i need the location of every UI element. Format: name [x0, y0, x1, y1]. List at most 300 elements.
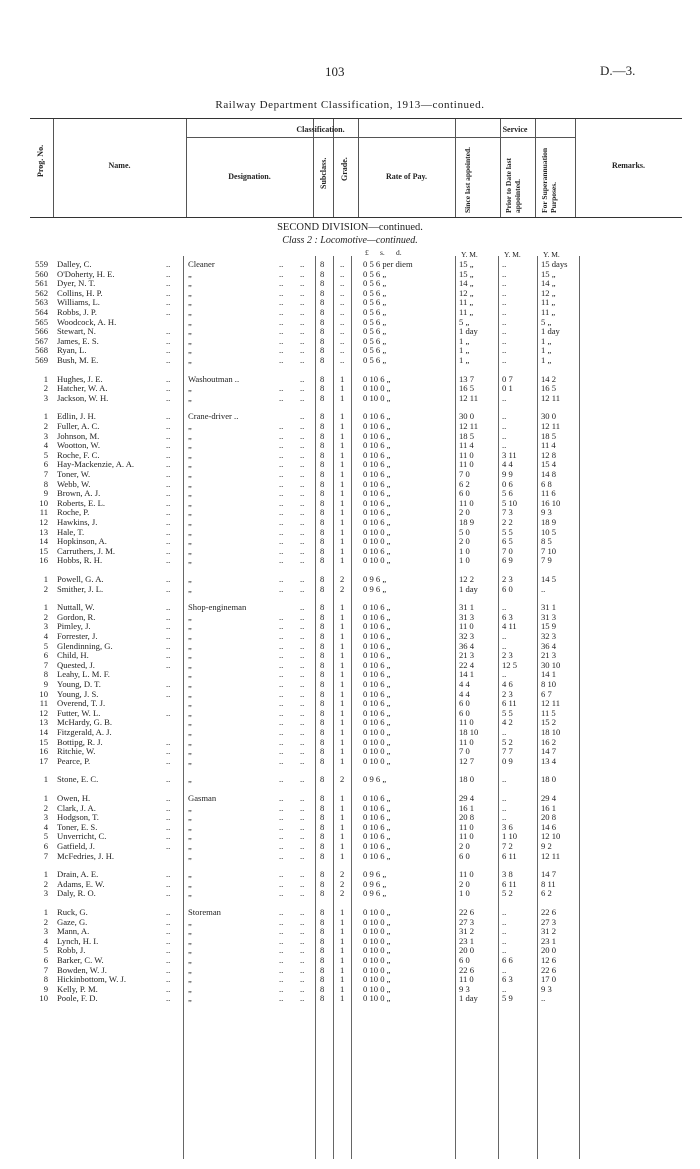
- leader-cell: ..: [300, 297, 305, 308]
- prior-service-cell: ..: [502, 297, 507, 308]
- leader-cell: ..: [279, 831, 284, 842]
- rate-of-pay-cell: 0 10 6 „: [363, 621, 391, 632]
- leader-cell: ..: [279, 907, 284, 917]
- prog-no-cell: 9: [43, 983, 48, 994]
- rate-of-pay-cell: 0 10 6 „: [363, 659, 391, 670]
- superannuation-cell: 14 1: [541, 669, 557, 680]
- leader-cell: ..: [300, 555, 305, 566]
- name-cell: Toner, W.: [57, 469, 91, 479]
- grade-cell: 2: [340, 574, 345, 584]
- rate-of-pay-cell: 0 5 6 „: [363, 268, 387, 279]
- grade-cell: 1: [340, 935, 345, 946]
- leader-cell: ..: [279, 746, 284, 757]
- designation-cell: „: [188, 268, 192, 279]
- leader-cell: ..: [166, 793, 171, 803]
- leader-cell: ..: [279, 888, 284, 899]
- designation-cell: „: [188, 688, 192, 699]
- prior-service-cell: ..: [502, 983, 507, 994]
- rate-of-pay-cell: 0 10 6 „: [363, 488, 391, 499]
- subclass-cell: 8: [320, 287, 325, 298]
- name-cell: Gordon, R.: [57, 611, 96, 622]
- prior-service-cell: 5 5: [502, 707, 513, 718]
- prior-service-cell: 5 9: [502, 993, 513, 1004]
- prog-no-cell: 568: [35, 345, 48, 356]
- subclass-cell: 8: [320, 916, 325, 927]
- prog-no-cell: 16: [39, 746, 48, 757]
- designation-cell: „: [188, 707, 192, 718]
- leader-cell: ..: [300, 736, 305, 747]
- leader-cell: ..: [300, 964, 305, 975]
- name-cell: Kelly, P. M.: [57, 983, 98, 994]
- prog-no-cell: 1: [43, 373, 48, 384]
- superannuation-cell: 15 9: [541, 621, 557, 632]
- prior-service-cell: 0 6: [502, 478, 513, 489]
- prior-service-cell: 0 1: [502, 383, 513, 394]
- table-row: [0, 632, 700, 641]
- designation-cell: Storeman: [188, 907, 221, 917]
- subclass-cell: 8: [320, 869, 325, 880]
- subclass-cell: 8: [320, 717, 325, 728]
- grade-cell: 1: [340, 421, 345, 431]
- grade-cell: 2: [340, 774, 345, 785]
- grade-cell: 1: [340, 964, 345, 975]
- table-row: [0, 480, 700, 489]
- subclass-cell: 8: [320, 688, 325, 699]
- leader-cell: ..: [300, 869, 305, 880]
- designation-cell: „: [188, 916, 192, 927]
- prog-no-cell: 9: [43, 488, 48, 499]
- leader-cell: ..: [300, 812, 305, 823]
- name-cell: Gatfield, J.: [57, 841, 95, 851]
- subclass-cell: 8: [320, 411, 325, 422]
- leader-cell: ..: [166, 555, 171, 566]
- superannuation-cell: 18 9: [541, 517, 557, 527]
- name-cell: Carruthers, J. M.: [57, 545, 115, 556]
- superannuation-cell: 14 2: [541, 373, 557, 384]
- table-row: [0, 289, 700, 298]
- since-appointed-cell: 11 0: [459, 497, 474, 508]
- rate-of-pay-cell: 0 10 6 „: [363, 373, 391, 384]
- subclass-cell: 8: [320, 964, 325, 975]
- designation-cell: „: [188, 736, 192, 747]
- designation-cell: „: [188, 555, 192, 566]
- leader-cell: ..: [166, 307, 171, 317]
- prog-no-cell: 1: [43, 574, 48, 584]
- designation-cell: „: [188, 440, 192, 451]
- leader-cell: ..: [300, 707, 305, 718]
- prior-service-cell: 5 10: [502, 497, 518, 508]
- rate-of-pay-cell: 0 10 6 „: [363, 517, 391, 527]
- name-cell: Robbs, J. P.: [57, 307, 97, 317]
- rate-of-pay-cell: 0 10 0 „: [363, 964, 391, 975]
- subclass-cell: 8: [320, 421, 325, 431]
- subclass-cell: 8: [320, 746, 325, 757]
- rate-of-pay-cell: 0 10 6 „: [363, 602, 391, 613]
- prior-service-cell: ..: [502, 926, 507, 937]
- leader-cell: ..: [279, 717, 284, 728]
- prior-service-cell: 6 0: [502, 583, 513, 594]
- rate-of-pay-cell: 0 10 0 „: [363, 974, 391, 985]
- leader-cell: ..: [300, 517, 305, 527]
- table-row: [0, 298, 700, 307]
- leader-cell: ..: [279, 259, 284, 269]
- since-appointed-cell: 6 0: [459, 698, 470, 709]
- leader-cell: ..: [166, 583, 171, 594]
- leader-cell: ..: [166, 869, 171, 880]
- since-appointed-cell: 1 day: [459, 583, 478, 594]
- superannuation-cell: 1 „: [541, 355, 552, 365]
- leader-cell: ..: [279, 727, 284, 737]
- prog-no-cell: 7: [43, 469, 48, 479]
- name-cell: Gaze, G.: [57, 916, 88, 927]
- superannuation-cell: 14 5: [541, 574, 557, 584]
- prior-service-cell: ..: [502, 355, 507, 365]
- since-appointed-cell: 21 3: [459, 650, 475, 661]
- leader-cell: ..: [279, 430, 284, 441]
- rate-of-pay-cell: 0 5 6 „: [363, 278, 387, 289]
- subclass-cell: 8: [320, 326, 325, 337]
- prior-service-cell: 4 11: [502, 621, 517, 632]
- grade-cell: 1: [340, 688, 345, 699]
- subclass-cell: 8: [320, 727, 325, 737]
- leader-cell: ..: [166, 746, 171, 757]
- since-appointed-cell: 11 0: [459, 974, 474, 985]
- designation-cell: „: [188, 983, 192, 994]
- grade-cell: 1: [340, 793, 345, 803]
- since-appointed-cell: 1 0: [459, 555, 470, 566]
- name-cell: Quested, J.: [57, 659, 95, 670]
- table-row: [0, 690, 700, 699]
- name-cell: James, E. S.: [57, 335, 99, 346]
- prog-no-cell: 11: [39, 507, 48, 518]
- designation-cell: „: [188, 926, 192, 937]
- leader-cell: ..: [279, 679, 284, 689]
- rate-of-pay-cell: 0 10 6 „: [363, 631, 391, 641]
- since-appointed-cell: 32 3: [459, 631, 475, 641]
- grade-cell: 1: [340, 602, 345, 613]
- prior-service-cell: 7 7: [502, 746, 513, 757]
- leader-cell: ..: [300, 907, 305, 917]
- leader-cell: ..: [300, 526, 305, 537]
- prog-no-cell: 7: [43, 850, 48, 861]
- prior-service-cell: 2 3: [502, 574, 513, 584]
- rate-of-pay-cell: 0 10 6 „: [363, 421, 391, 431]
- table-row: [0, 260, 700, 269]
- leader-cell: ..: [300, 574, 305, 584]
- subclass-cell: 8: [320, 878, 325, 889]
- leader-cell: ..: [300, 469, 305, 479]
- name-cell: Hale, T.: [57, 526, 85, 537]
- grade-cell: 2: [340, 888, 345, 899]
- grade-cell: 1: [340, 736, 345, 747]
- leader-cell: ..: [279, 793, 284, 803]
- leader-cell: ..: [166, 488, 171, 499]
- leader-cell: ..: [166, 440, 171, 451]
- leader-cell: ..: [166, 812, 171, 823]
- leader-cell: ..: [166, 821, 171, 832]
- leader-cell: ..: [300, 850, 305, 861]
- prior-service-cell: 6 9: [502, 555, 513, 566]
- since-appointed-cell: 6 0: [459, 955, 470, 965]
- leader-cell: ..: [279, 640, 284, 651]
- rate-of-pay-cell: 0 10 6 „: [363, 841, 391, 851]
- leader-cell: ..: [279, 688, 284, 699]
- since-appointed-cell: 22 6: [459, 907, 475, 917]
- superannuation-cell: 1 „: [541, 345, 552, 356]
- division-heading: SECOND DIVISION—continued.: [277, 222, 423, 233]
- leader-cell: ..: [300, 478, 305, 489]
- name-cell: Barker, C. W.: [57, 955, 104, 965]
- leader-cell: ..: [300, 602, 305, 613]
- rate-of-pay-cell: 0 10 0 „: [363, 727, 391, 737]
- grade-cell: 1: [340, 459, 345, 470]
- designation-cell: „: [188, 746, 192, 757]
- since-unit: Y. M.: [461, 250, 478, 259]
- name-cell: Pimley, J.: [57, 621, 91, 632]
- prog-no-cell: 6: [43, 955, 48, 965]
- table-row: [0, 889, 700, 898]
- prior-header: Prior to Date last appointed.: [504, 157, 522, 213]
- leader-cell: ..: [166, 841, 171, 851]
- subclass-cell: 8: [320, 888, 325, 899]
- leader-cell: ..: [300, 878, 305, 889]
- leader-cell: ..: [279, 631, 284, 641]
- prior-service-cell: ..: [502, 392, 507, 403]
- prior-service-cell: 6 11: [502, 850, 517, 861]
- superannuation-cell: 1 „: [541, 335, 552, 346]
- prog-no-cell: 9: [43, 679, 48, 689]
- superannuation-cell: 8 11: [541, 878, 556, 889]
- since-appointed-cell: 11 0: [459, 821, 474, 832]
- leader-cell: ..: [300, 945, 305, 956]
- leader-cell: ..: [166, 926, 171, 937]
- table-row: [0, 956, 700, 965]
- designation-cell: „: [188, 888, 192, 899]
- name-cell: Powell, G. A.: [57, 574, 104, 584]
- superannuation-cell: 9 3: [541, 507, 552, 518]
- prior-service-cell: ..: [502, 268, 507, 279]
- since-appointed-cell: 11 0: [459, 449, 474, 460]
- designation-cell: „: [188, 698, 192, 709]
- subclass-cell: 8: [320, 268, 325, 279]
- designation-cell: „: [188, 935, 192, 946]
- prog-no-cell: 5: [43, 831, 48, 842]
- designation-cell: „: [188, 459, 192, 470]
- superannuation-cell: 8 5: [541, 536, 552, 547]
- since-appointed-cell: 22 4: [459, 659, 475, 670]
- grade-cell: ..: [340, 287, 345, 298]
- name-header: Name.: [108, 161, 131, 170]
- name-cell: Ritchie, W.: [57, 746, 96, 757]
- rate-of-pay-cell: 0 10 6 „: [363, 707, 391, 718]
- prior-service-cell: ..: [502, 916, 507, 927]
- leader-cell: ..: [166, 287, 171, 298]
- rate-of-pay-cell: 0 10 0 „: [363, 536, 391, 547]
- designation-cell: „: [188, 955, 192, 965]
- name-cell: Johnson, M.: [57, 430, 100, 441]
- since-appointed-cell: 11 „: [459, 297, 474, 308]
- leader-cell: ..: [279, 478, 284, 489]
- leader-cell: ..: [166, 297, 171, 308]
- grade-cell: ..: [340, 278, 345, 289]
- since-appointed-cell: 9 3: [459, 983, 470, 994]
- leader-cell: ..: [279, 698, 284, 709]
- designation-cell: „: [188, 449, 192, 460]
- leader-cell: ..: [300, 717, 305, 728]
- name-cell: Nuttall, W.: [57, 602, 95, 613]
- grade-cell: ..: [340, 316, 345, 327]
- superannuation-cell: 6 2: [541, 888, 552, 899]
- name-cell: Hobbs, R. H.: [57, 555, 103, 566]
- superannuation-cell: 11 5: [541, 707, 556, 718]
- table-row: [0, 384, 700, 393]
- remarks-header: Remarks.: [611, 161, 646, 170]
- rate-of-pay-cell: 0 10 6 „: [363, 411, 391, 422]
- leader-cell: ..: [166, 526, 171, 537]
- leader-cell: ..: [300, 955, 305, 965]
- prog-no-cell: 2: [43, 583, 48, 594]
- superannuation-cell: 14 6: [541, 821, 557, 832]
- leader-cell: ..: [300, 316, 305, 327]
- prog-no-cell: 10: [39, 688, 48, 699]
- grade-cell: 1: [340, 717, 345, 728]
- table-row: [0, 318, 700, 327]
- prior-service-cell: ..: [502, 640, 507, 651]
- rate-of-pay-cell: 0 10 6 „: [363, 831, 391, 842]
- table-row: [0, 852, 700, 861]
- name-cell: Hopkinson, A.: [57, 536, 107, 547]
- subclass-cell: 8: [320, 430, 325, 441]
- designation-cell: „: [188, 640, 192, 651]
- leader-cell: ..: [300, 831, 305, 842]
- superannuation-cell: 12 11: [541, 421, 561, 431]
- page-number: 103: [325, 64, 345, 79]
- leader-cell: ..: [166, 640, 171, 651]
- subclass-cell: 8: [320, 774, 325, 785]
- superannuation-cell: 11 „: [541, 297, 556, 308]
- leader-cell: ..: [279, 507, 284, 518]
- designation-cell: „: [188, 774, 192, 785]
- grade-cell: 1: [340, 430, 345, 441]
- rate-of-pay-cell: 0 10 6 „: [363, 669, 391, 680]
- designation-cell: „: [188, 869, 192, 880]
- superannuation-cell: 22 6: [541, 964, 557, 975]
- superannuation-cell: 16 1: [541, 802, 557, 813]
- leader-cell: ..: [279, 392, 284, 403]
- designation-cell: „: [188, 831, 192, 842]
- prior-service-cell: 2 2: [502, 517, 513, 527]
- leader-cell: ..: [279, 355, 284, 365]
- subclass-cell: 8: [320, 469, 325, 479]
- rate-of-pay-cell: 0 10 0 „: [363, 935, 391, 946]
- superannuation-cell: 8 10: [541, 679, 557, 689]
- since-appointed-cell: 11 „: [459, 307, 474, 317]
- leader-cell: ..: [279, 574, 284, 584]
- grade-cell: ..: [340, 335, 345, 346]
- since-appointed-cell: 5 0: [459, 526, 470, 537]
- grade-cell: 2: [340, 583, 345, 594]
- leader-cell: ..: [166, 611, 171, 622]
- prior-service-cell: ..: [502, 727, 507, 737]
- leader-cell: ..: [300, 507, 305, 518]
- leader-cell: ..: [166, 421, 171, 431]
- prog-no-cell: 562: [35, 287, 48, 298]
- table-row: [0, 422, 700, 431]
- prog-no-cell: 5: [43, 640, 48, 651]
- designation-cell: „: [188, 517, 192, 527]
- since-header: Since last appointed.: [463, 146, 472, 213]
- rate-of-pay-cell: 0 10 0 „: [363, 983, 391, 994]
- designation-cell: „: [188, 611, 192, 622]
- superannuation-cell: 6 8: [541, 478, 552, 489]
- designation-cell: „: [188, 345, 192, 356]
- designation-cell: „: [188, 631, 192, 641]
- prog-no-cell: 4: [43, 631, 48, 641]
- subclass-cell: 8: [320, 640, 325, 651]
- name-cell: Forrester, J.: [57, 631, 98, 641]
- since-appointed-cell: 1 day: [459, 993, 478, 1004]
- subclass-cell: 8: [320, 802, 325, 813]
- name-cell: McHardy, G. B.: [57, 717, 113, 728]
- superannuation-cell: ..: [541, 993, 546, 1004]
- name-cell: Clark, J. A.: [57, 802, 96, 813]
- leader-cell: ..: [166, 631, 171, 641]
- name-cell: Hughes, J. E.: [57, 373, 103, 384]
- designation-cell: Crane-driver ..: [188, 411, 239, 422]
- prior-service-cell: ..: [502, 669, 507, 680]
- prior-service-cell: 7 0: [502, 545, 513, 556]
- designation-cell: „: [188, 278, 192, 289]
- leader-cell: ..: [279, 774, 284, 785]
- table-row: [0, 575, 700, 584]
- classification-header: Classification.: [296, 125, 345, 134]
- prior-service-cell: 5 6: [502, 488, 513, 499]
- designation-cell: „: [188, 850, 192, 861]
- name-cell: Leahy, L. M. F.: [57, 669, 110, 680]
- subclass-cell: 8: [320, 583, 325, 594]
- designation-cell: „: [188, 727, 192, 737]
- pounds-unit: £: [365, 248, 369, 257]
- rate-header: Rate of Pay.: [385, 172, 428, 181]
- prior-unit: Y. M.: [504, 250, 521, 259]
- leader-cell: ..: [300, 650, 305, 661]
- table-row: [0, 804, 700, 813]
- leader-cell: ..: [300, 411, 305, 422]
- leader-cell: ..: [279, 440, 284, 451]
- subclass-cell: 8: [320, 974, 325, 985]
- since-appointed-cell: 12 11: [459, 392, 479, 403]
- leader-cell: ..: [166, 278, 171, 289]
- class-heading: Class 2 : Locomotive—continued.: [282, 235, 418, 246]
- prior-service-cell: 5 5: [502, 526, 513, 537]
- rate-of-pay-cell: 0 10 0 „: [363, 392, 391, 403]
- leader-cell: ..: [166, 935, 171, 946]
- leader-cell: ..: [166, 335, 171, 346]
- table-row: [0, 870, 700, 879]
- leader-cell: ..: [279, 421, 284, 431]
- prior-service-cell: ..: [502, 421, 507, 431]
- superannuation-cell: 15 4: [541, 459, 557, 470]
- table-row: [0, 556, 700, 565]
- super-header: For Superannuation Purposes.: [540, 147, 558, 213]
- leader-cell: ..: [279, 802, 284, 813]
- rate-of-pay-cell: 0 10 6 „: [363, 812, 391, 823]
- leader-cell: ..: [279, 659, 284, 670]
- table-row: [0, 308, 700, 317]
- subclass-cell: 8: [320, 497, 325, 508]
- subclass-cell: 8: [320, 297, 325, 308]
- grade-cell: 1: [340, 974, 345, 985]
